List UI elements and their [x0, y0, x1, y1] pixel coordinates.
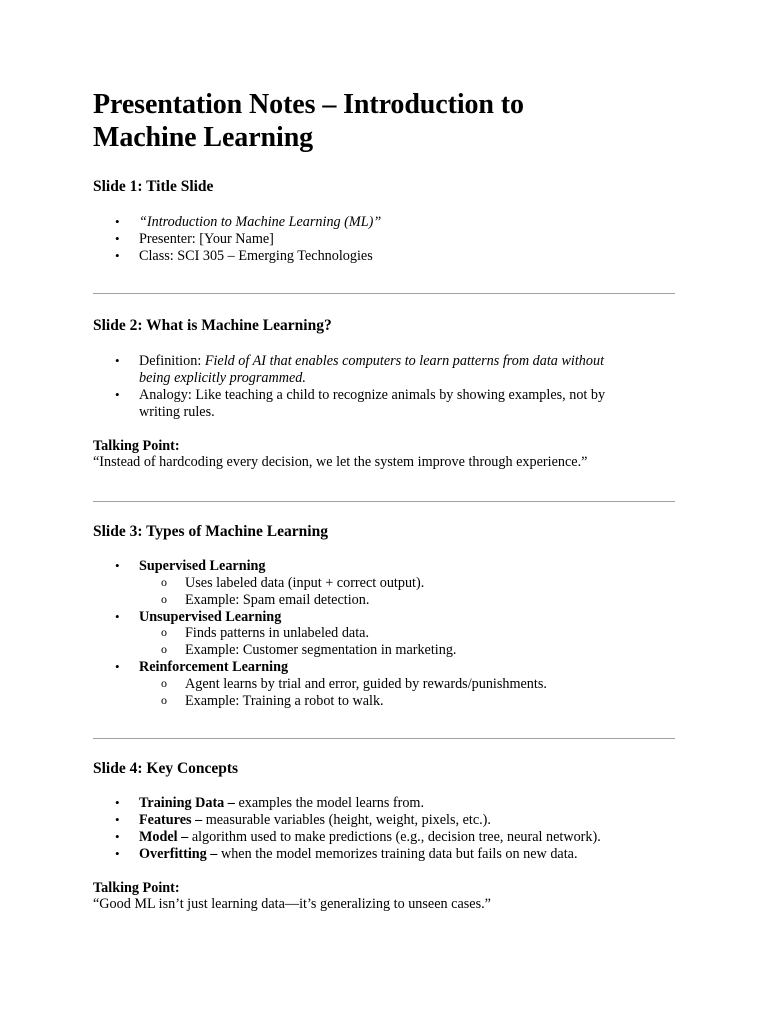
slide-3-list	[93, 558, 675, 709]
concept-term: Model –	[139, 828, 189, 845]
section-divider	[93, 293, 675, 294]
sub-list	[139, 676, 675, 710]
concept-term: Overfitting –	[139, 845, 218, 862]
list-item	[93, 829, 675, 846]
list-item	[93, 558, 675, 608]
definition-text-line-2: being explicitly programmed.	[139, 370, 306, 387]
sub-list	[139, 575, 675, 609]
slide-4-section	[93, 759, 675, 913]
definition-label: Definition:	[139, 353, 205, 370]
talking-point	[93, 880, 675, 914]
slide-4-list	[93, 795, 675, 862]
section-divider	[93, 738, 675, 739]
type-name: Reinforcement Learning	[139, 658, 289, 675]
talking-point-label: Talking Point:	[93, 437, 180, 454]
sub-list-item: o Example: Customer segmentation in marketing.	[139, 642, 675, 659]
list-item: • Presenter: [Your Name]	[93, 231, 675, 248]
talking-point	[93, 438, 675, 472]
sub-list-item: o Finds patterns in unlabeled data.	[139, 625, 675, 642]
list-item	[93, 812, 675, 829]
title-line-2: Machine Learning	[93, 122, 314, 153]
slide-1-list	[93, 214, 675, 264]
sub-list	[139, 625, 675, 659]
slide-3-section	[93, 522, 675, 709]
slide-2-heading: Slide 2: What is Machine Learning?	[93, 317, 332, 335]
slide-2-list	[93, 353, 675, 420]
list-item	[93, 387, 675, 421]
list-item	[93, 214, 675, 231]
type-name: Unsupervised Learning	[139, 608, 282, 625]
slide-2-section	[93, 316, 675, 471]
concept-term: Training Data –	[139, 795, 235, 812]
sub-list-item: o Example: Training a robot to walk.	[139, 693, 675, 710]
list-item	[93, 846, 675, 863]
concept-description: measurable variables (height, weight, pixels, etc.).	[202, 812, 491, 829]
list-item	[93, 659, 675, 709]
talking-point-text: “Instead of hardcoding every decision, we let the system improve through experience.”	[93, 454, 588, 471]
section-divider	[93, 501, 675, 502]
slide-1-heading: Slide 1: Title Slide	[93, 178, 214, 195]
list-item	[93, 795, 675, 812]
talking-point-label: Talking Point:	[93, 879, 180, 896]
list-item	[93, 609, 675, 659]
analogy-line-2: writing rules.	[139, 403, 215, 420]
document-title	[93, 88, 675, 154]
sub-list-item: o Example: Spam email detection.	[139, 592, 675, 609]
analogy-line-1: Analogy: Like teaching a child to recognize animals by showing examples, not by	[139, 386, 606, 403]
slide-1-section	[93, 177, 675, 264]
presentation-title-quote: “Introduction to Machine Learning (ML)”	[139, 214, 382, 230]
list-item: • Class: SCI 305 – Emerging Technologies	[93, 248, 675, 265]
slide-3-heading: Slide 3: Types of Machine Learning	[93, 523, 328, 541]
slide-4-heading: Slide 4: Key Concepts	[93, 760, 239, 778]
sub-list-item: o Agent learns by trial and error, guided by rewards/punishments.	[139, 676, 675, 693]
concept-term: Features –	[139, 812, 203, 829]
title-line-1: Presentation Notes – Introduction to	[93, 89, 524, 120]
list-item	[93, 353, 675, 387]
sub-list-item: o Uses labeled data (input + correct output).	[139, 575, 675, 592]
talking-point-text: “Good ML isn’t just learning data—it’s generalizing to unseen cases.”	[93, 896, 491, 913]
concept-description: algorithm used to make predictions (e.g., decision tree, neural network).	[188, 828, 601, 845]
concept-description: when the model memorizes training data but fails on new data.	[217, 845, 578, 862]
definition-text-line-1: Field of AI that enables computers to learn patterns from data without	[204, 353, 605, 370]
type-name: Supervised Learning	[139, 558, 266, 575]
concept-description: examples the model learns from.	[234, 795, 425, 812]
